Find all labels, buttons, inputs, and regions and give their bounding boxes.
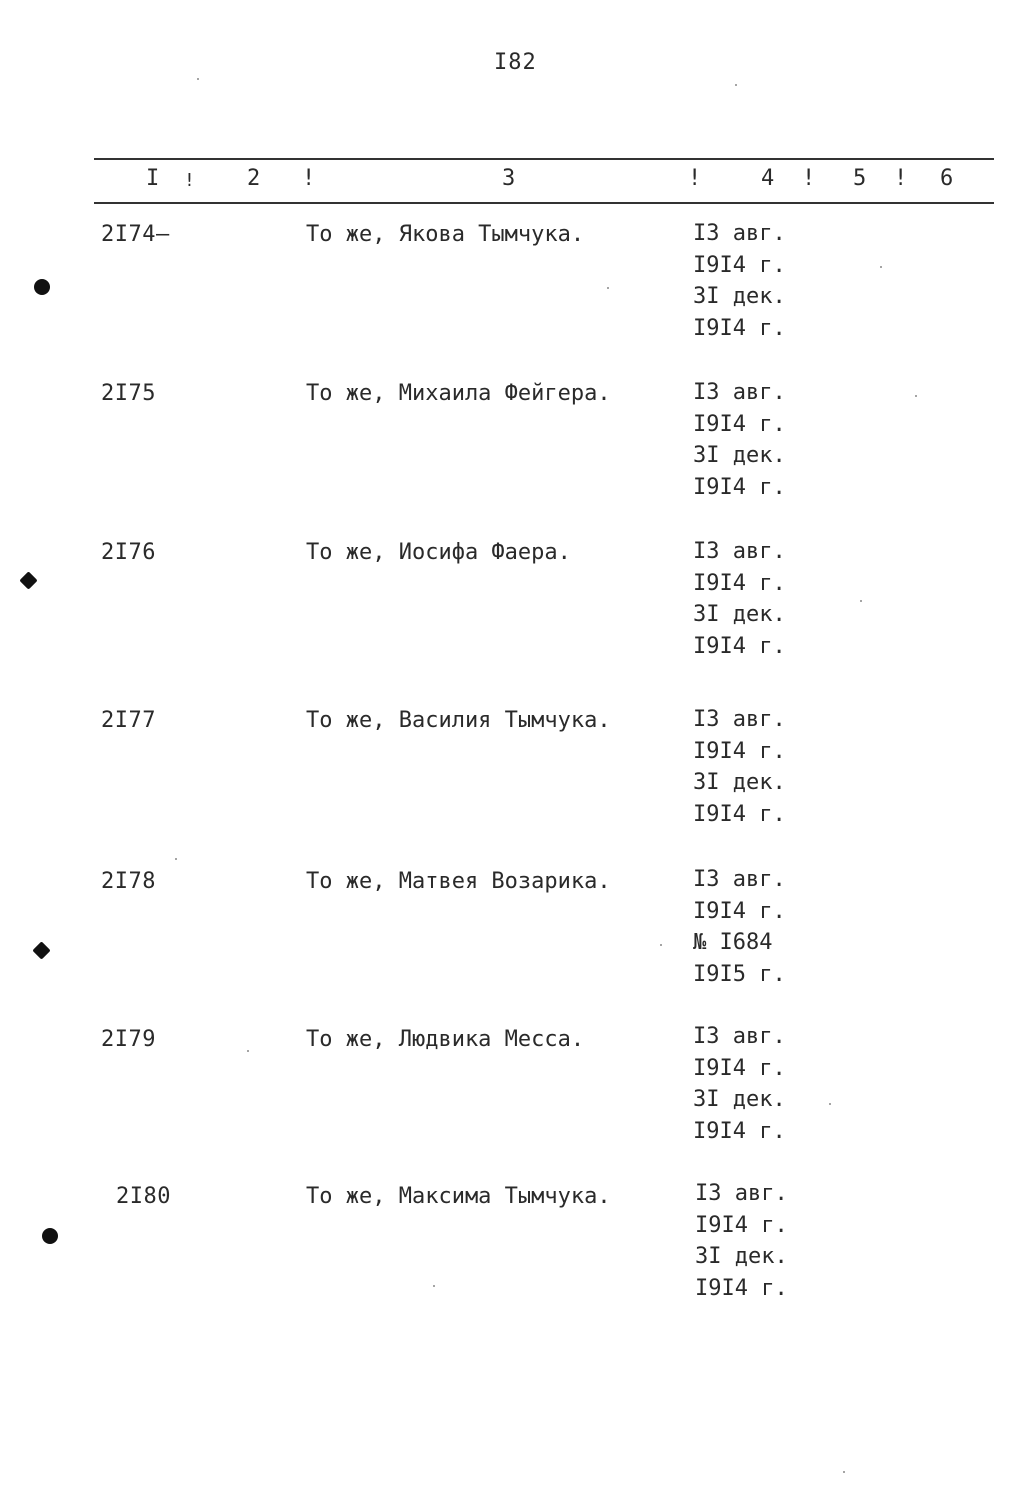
row-description: То же, Василия Тымчука. [306, 708, 611, 733]
date-line: I9I5 г. [693, 961, 786, 987]
date-line: I9I4 г. [693, 411, 786, 437]
scan-speck [175, 858, 177, 860]
scan-speck [660, 944, 662, 946]
row-number: 2I75 [101, 381, 156, 406]
header-separator: ! [184, 170, 195, 191]
row-dates [693, 704, 786, 830]
header-col-5: 5 [853, 166, 867, 191]
row-dates [693, 864, 786, 990]
date-line: 3I дек. [695, 1244, 788, 1269]
date-line: 3I дек. [693, 284, 786, 309]
scan-speck [607, 287, 609, 289]
date-line: I9I4 г. [693, 633, 786, 659]
row-description: То же, Максима Тымчука. [306, 1184, 611, 1209]
date-line: I9I4 г. [695, 1212, 788, 1238]
scan-speck [860, 600, 862, 602]
row-description: То же, Людвика Месса. [306, 1027, 585, 1052]
date-line: I9I4 г. [693, 738, 786, 764]
row-number: 2I76 [101, 540, 156, 565]
date-line: I3 авг. [693, 380, 786, 405]
table-top-rule [94, 158, 994, 160]
header-col-1: I [146, 166, 160, 191]
date-line: I9I4 г. [693, 315, 786, 341]
date-line: 3I дек. [693, 1087, 786, 1112]
row-dates [693, 1021, 786, 1147]
scan-speck [915, 395, 917, 397]
row-description: То же, Матвея Возарика. [306, 869, 611, 894]
row-description: То же, Михаила Фейгера. [306, 381, 611, 406]
row-dates [693, 218, 786, 344]
scan-speck [433, 1285, 435, 1287]
header-separator: ! [802, 166, 816, 191]
date-line: I9I4 г. [693, 474, 786, 500]
date-line: 3I дек. [693, 602, 786, 627]
header-col-4: 4 [761, 166, 775, 191]
row-dates [695, 1178, 788, 1304]
date-line: I9I4 г. [693, 570, 786, 596]
row-description: То же, Якова Тымчука. [306, 222, 585, 247]
scan-speck [197, 78, 199, 80]
date-line: I3 авг. [693, 707, 786, 732]
date-line: I9I4 г. [693, 252, 786, 278]
scan-speck [829, 1103, 831, 1105]
header-col-2: 2 [247, 166, 261, 191]
row-dates [693, 377, 786, 503]
header-col-3: 3 [502, 166, 516, 191]
date-line: 3I дек. [693, 443, 786, 468]
date-line: I9I4 г. [693, 1118, 786, 1144]
row-number: 2I80 [116, 1184, 171, 1209]
punch-hole-mark [19, 571, 37, 589]
header-separator: ! [688, 166, 702, 191]
date-line: I9I4 г. [693, 898, 786, 924]
scan-speck [735, 84, 737, 86]
date-line: 3I дек. [693, 770, 786, 795]
date-line: I3 авг. [693, 1024, 786, 1049]
header-separator: ! [894, 166, 908, 191]
row-number: 2I74– [101, 222, 170, 247]
date-line: I3 авг. [693, 867, 786, 892]
date-line: I3 авг. [693, 221, 786, 246]
date-line: I9I4 г. [693, 801, 786, 827]
scan-speck [880, 266, 882, 268]
page-number: I82 [494, 50, 537, 75]
row-number: 2I78 [101, 869, 156, 894]
date-line: I9I4 г. [693, 1055, 786, 1081]
header-separator: ! [302, 166, 316, 191]
date-line: I3 авг. [693, 539, 786, 564]
scan-speck [843, 1471, 845, 1473]
punch-hole-mark [34, 279, 50, 295]
date-line: № I684 [693, 930, 773, 955]
scan-speck [247, 1050, 249, 1052]
punch-hole-mark [42, 1228, 58, 1244]
date-line: I3 авг. [695, 1181, 788, 1206]
row-number: 2I79 [101, 1027, 156, 1052]
row-description: То же, Иосифа Фаера. [306, 540, 571, 565]
row-number: 2I77 [101, 708, 156, 733]
table-header-rule [94, 202, 994, 204]
punch-hole-mark [32, 941, 50, 959]
header-col-6: 6 [940, 166, 954, 191]
row-dates [693, 536, 786, 662]
date-line: I9I4 г. [695, 1275, 788, 1301]
